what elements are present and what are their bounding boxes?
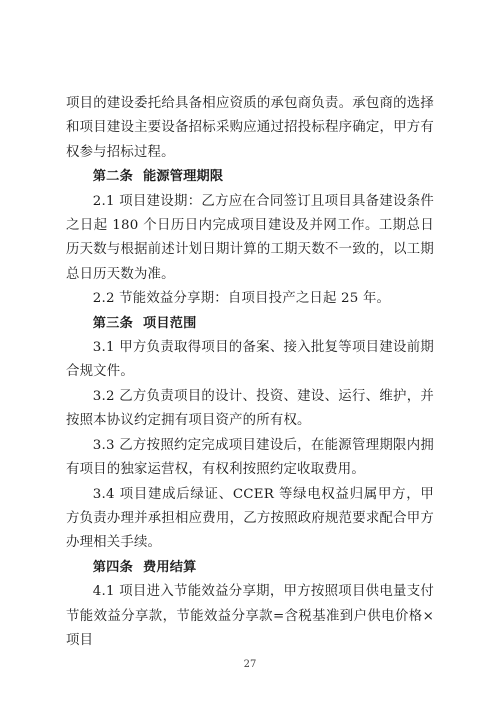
clause-2-2: 2.2 节能效益分享期：自项目投产之日起 25 年。: [92, 291, 391, 307]
clause-2-1: 2.1 项目建设期：乙方应在合同签订且项目具备建设条件之日起 180 个日历日内完成项目建设及并网工作。工期总日历天数与根据前述计划日期计算的工期天数不一致的，以工期总日历天数为准。: [66, 193, 434, 282]
article-heading-3: [66, 312, 434, 336]
article-title: 费用结算: [142, 559, 197, 575]
article-title: 能源管理期限: [142, 169, 224, 185]
clause-3-3: 3.3 乙方按照约定完成项目建设后，在能源管理期限内拥有项目的独家运营权，有权利按照约定收取费用。: [66, 437, 434, 478]
clause-3-4: 3.4 项目建成后绿证、CCER 等绿电权益归属甲方，甲方负责办理并承担相应费用，乙方按照政府规范要求配合甲方办理相关手续。: [66, 486, 434, 551]
article-number: 第四条: [92, 559, 133, 575]
article-heading-2: [66, 165, 434, 189]
article-title: 项目范围: [142, 315, 197, 331]
page-number: 27: [243, 659, 257, 670]
page-content: [66, 92, 434, 653]
article-number: 第二条: [92, 169, 133, 185]
paragraph-continuation: 项目的建设委托给具备相应资质的承包商负责。承包商的选择和项目建设主要设备招标采购应通过招投标程序确定，甲方有权参与招标过程。: [66, 96, 434, 160]
article-number: 第三条: [92, 315, 133, 331]
clause-3-2: 3.2 乙方负责项目的设计、投资、建设、运行、维护，并按照本协议约定拥有项目资产的所有权。: [66, 388, 434, 429]
clause-3-1: 3.1 甲方负责取得项目的备案、接入批复等项目建设前期合规文件。: [66, 340, 434, 380]
clause-4-1: 4.1 项目进入节能效益分享期，甲方按照项目供电量支付节能效益分享款，节能效益分享款=含税基准到户供电价格×项目: [66, 584, 434, 648]
article-heading-4: [66, 556, 434, 580]
